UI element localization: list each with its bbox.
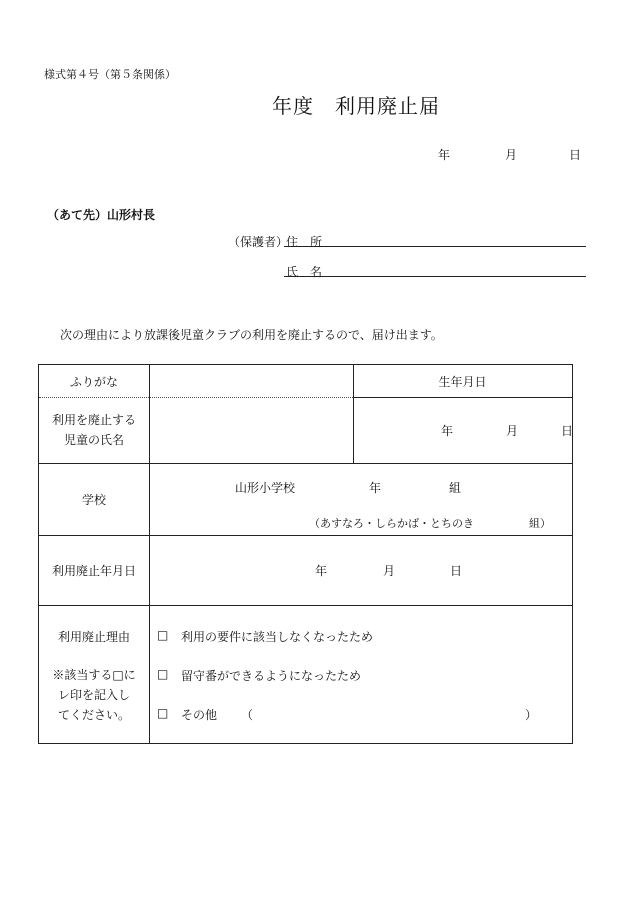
form-table xyxy=(38,364,573,744)
addressee: （あて先）山形村長 xyxy=(47,208,156,222)
birthdate-label: 生年月日 xyxy=(438,375,487,389)
reason-option-1: 利用の要件に該当しなくなったため xyxy=(181,630,374,644)
table-divider xyxy=(39,463,572,464)
stop-day-label: 日 xyxy=(450,564,463,578)
stop-date-label: 利用廃止年月日 xyxy=(51,564,136,578)
reason-checkbox-3[interactable]: □ xyxy=(157,706,169,720)
school-class-label: 組 xyxy=(449,481,462,495)
guardian-label: （保護者） xyxy=(228,235,289,249)
name-field-line[interactable] xyxy=(284,276,586,277)
school-year-label: 年 xyxy=(369,481,382,495)
club-class-suffix: 組） xyxy=(529,517,551,530)
stop-year-label: 年 xyxy=(315,564,328,578)
table-divider xyxy=(39,397,353,398)
birth-year-label: 年 xyxy=(441,424,454,438)
table-divider xyxy=(39,605,572,606)
club-classes: （あすなろ・しらかば・とちのき xyxy=(309,517,474,530)
child-name-label-line2: 児童の氏名 xyxy=(63,433,124,447)
other-close-paren: ） xyxy=(525,708,538,722)
form-number: 様式第４号（第５条関係） xyxy=(44,68,176,81)
date-month-label: 月 xyxy=(505,148,518,162)
reason-note-line1: ※該当する□に xyxy=(52,668,136,682)
reason-checkbox-2[interactable]: □ xyxy=(157,667,169,681)
intro-text: 次の理由により放課後児童クラブの利用を廃止するので、届け出ます。 xyxy=(60,328,443,342)
page-title: 年度 利用廃止届 xyxy=(272,94,440,118)
school-label: 学校 xyxy=(81,493,106,507)
reason-note-line3: てください。 xyxy=(57,708,130,722)
furigana-input[interactable] xyxy=(150,366,352,396)
other-open-paren: （ xyxy=(241,708,254,722)
date-year-label: 年 xyxy=(438,148,451,162)
table-divider xyxy=(39,535,572,536)
address-label: 住 所 xyxy=(286,235,323,249)
reason-label: 利用廃止理由 xyxy=(57,630,130,644)
address-field-line[interactable] xyxy=(284,246,586,247)
child-name-input[interactable] xyxy=(150,399,352,462)
date-day-label: 日 xyxy=(569,148,582,162)
reason-note-line2: レ印を記入し xyxy=(57,688,130,702)
reason-option-2: 留守番ができるようになったため xyxy=(181,669,362,683)
birth-month-label: 月 xyxy=(506,424,519,438)
school-name: 山形小学校 xyxy=(235,481,296,495)
table-divider xyxy=(353,397,572,398)
reason-checkbox-1[interactable]: □ xyxy=(157,628,169,642)
other-reason-input[interactable] xyxy=(257,702,519,722)
reason-option-3: その他 xyxy=(181,708,218,722)
stop-month-label: 月 xyxy=(383,564,396,578)
birth-day-label: 日 xyxy=(561,424,574,438)
child-name-label-line1: 利用を廃止する xyxy=(51,413,136,427)
furigana-label: ふりがな xyxy=(69,375,118,389)
name-label: 氏 名 xyxy=(286,265,323,279)
